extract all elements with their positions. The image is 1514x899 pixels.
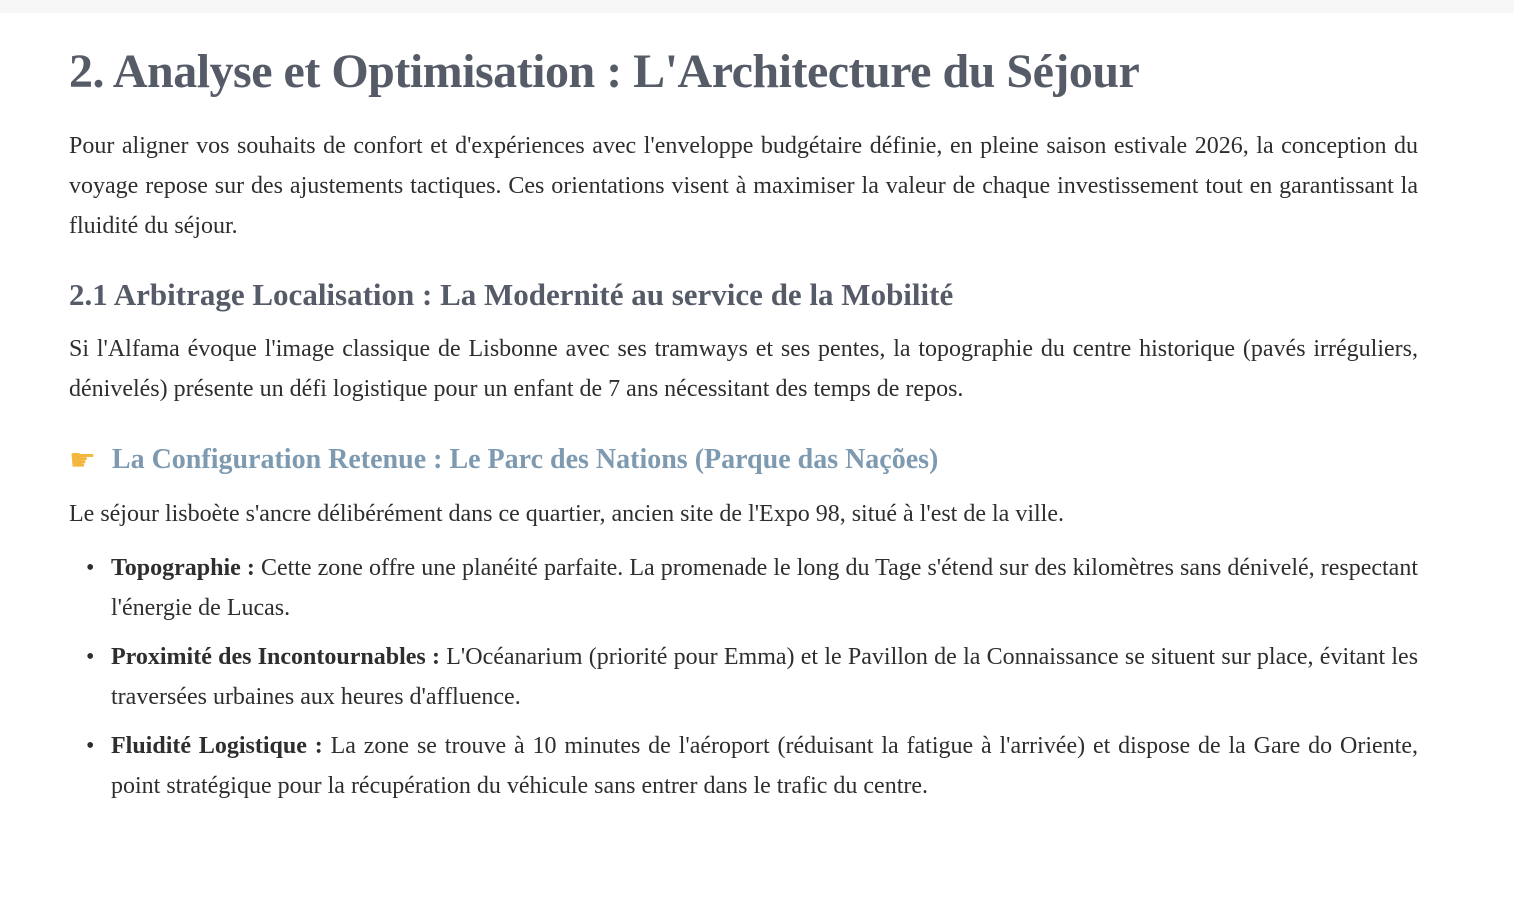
list-item: [111, 637, 1418, 717]
pointing-finger-icon: ☛: [69, 443, 96, 479]
list-item-lead: Topographie :: [111, 555, 255, 582]
highlight-heading-label: La Configuration Retenue : Le Parc des Nations (Parque das Nações): [111, 444, 939, 476]
subsection-paragraph: Si l'Alfama évoque l'image classique de Lisbonne avec ses tramways et ses pentes, la topographie du centre historique (pavés irréguliers, dénivelés) présente un défi logistique pour un enfant de 7 ans nécessitant des temps de repos.: [69, 336, 1418, 403]
intro-paragraph: Pour aligner vos souhaits de confort et d'expériences avec l'enveloppe budgétaire définie, en pleine saison estivale 2026, la conception du voyage repose sur des ajustements tactiques. Ces orientations visent à maximiser la valeur de chaque investissement tout en garantissant la fluidité du séjour.: [69, 133, 1418, 240]
list-item: [111, 548, 1418, 628]
list-item: [111, 726, 1418, 806]
list-item-text: L'Océanarium (priorité pour Emma) et le Pavillon de la Connaissance se situent sur place, évitant les traversées urbaines aux heures d'affluence.: [111, 644, 1419, 711]
highlight-paragraph: Le séjour lisboète s'ancre délibérément dans ce quartier, ancien site de l'Expo 98, situé à l'est de la ville.: [69, 501, 1064, 528]
subsection-title: 2.1 Arbitrage Localisation : La Modernité au service de la Mobilité: [69, 277, 954, 313]
list-item-lead: Proximité des Incontournables :: [111, 644, 440, 671]
list-item-lead: Fluidité Logistique :: [111, 733, 323, 760]
key-points-list: [69, 548, 1418, 806]
list-item-text: Cette zone offre une planéité parfaite. La promenade le long du Tage s'étend sur des kilomètres sans dénivelé, respectant l'énergie de Lucas.: [111, 555, 1419, 622]
list-item-text: La zone se trouve à 10 minutes de l'aéroport (réduisant la fatigue à l'arrivée) et dispose de la Gare do Oriente, point stratégique pour la récupération du véhicule sans entrer dans le trafic du centre.: [111, 733, 1418, 800]
section-title: 2. Analyse et Optimisation : L'Architecture du Séjour: [69, 45, 1140, 98]
highlight-heading: [69, 441, 1418, 480]
